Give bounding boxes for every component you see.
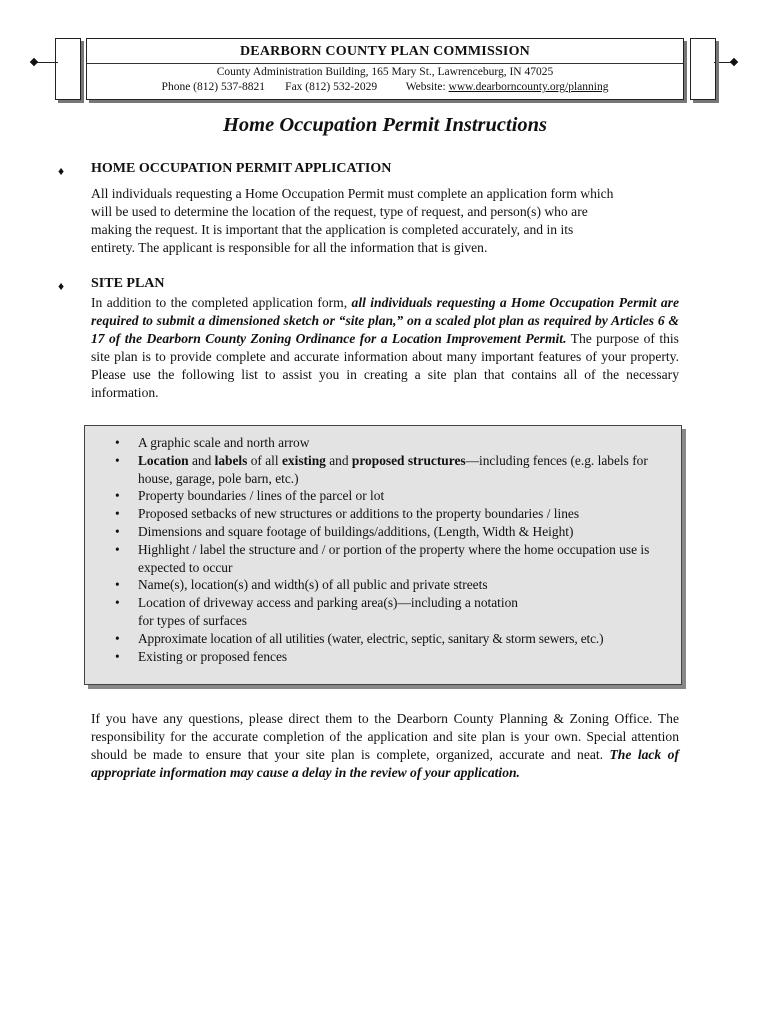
paragraph-line: making the request. It is important that the application is completed accurately, and in its (91, 222, 574, 237)
section-bullet-icon: ♦ (58, 164, 65, 178)
list-item: • Property boundaries / lines of the parcel or lot (115, 488, 385, 504)
diamond-left-icon (30, 58, 38, 66)
list-item: • Location of driveway access and parking area(s)—including a notation for types of surfaces (115, 595, 519, 628)
bullet-dot-icon: • (115, 541, 120, 557)
bullet-dot-icon: • (115, 648, 120, 664)
agency-contact (87, 81, 683, 93)
letterhead (86, 38, 684, 100)
website-label: Website: (405, 81, 446, 93)
section-site-plan-body (91, 294, 679, 402)
list-item: • Existing or proposed fences (115, 648, 288, 664)
header-right-box (690, 38, 716, 100)
list-item: • Approximate location of all utilities (water, electric, septic, sanitary & storm sewers, etc.) (115, 630, 604, 646)
letterhead-divider (87, 63, 683, 64)
paragraph-line: entirety. The applicant is responsible for all the information that is given. (91, 240, 488, 255)
closing-warning: The lack of appropriate information may cause a delay in the review of your application. (91, 747, 679, 780)
closing-paragraph: If you have any questions, please direct them to the Dearborn County Planning & Zoning Office. The responsibility for the accurate completion of the application and site plan is your own. Special attention should be made to ensure that your site plan is complete, organized, accurate and neat. The lack of appropriate information may cause a delay in the review of your application. (91, 711, 679, 780)
list-item: • Location and labels of all existing and proposed structures—including fences (e.g. labels for house, garage, pole barn, etc.) (115, 452, 648, 486)
list-item: • A graphic scale and north arrow (115, 435, 310, 450)
list-item: • Highlight / label the structure and / or portion of the property where the home occupation use is expected to occur (115, 541, 650, 575)
site-plan-intro: In addition to the completed application form, (91, 295, 352, 310)
site-plan-requirement: all individuals requesting a Home Occupation Permit are required to submit a dimensioned sketch or “site plan,” on a scaled plot plan as required by Articles 6 & 17 of the Dearborn County Zoning Ordinance for a Location Improvement Permit. (91, 295, 679, 346)
section-application-body (91, 185, 679, 257)
bullet-dot-icon: • (115, 595, 120, 611)
section-bullet-icon: ♦ (58, 279, 65, 293)
list-item: • Name(s), location(s) and width(s) of all public and private streets (115, 577, 488, 593)
agency-name: DEARBORN COUNTY PLAN COMMISSION (240, 44, 530, 59)
website-link[interactable]: www.dearborncounty.org/planning (448, 81, 609, 93)
bullet-dot-icon: • (115, 523, 120, 539)
bullet-dot-icon: • (115, 506, 120, 522)
site-plan-checklist (84, 425, 682, 685)
bullet-dot-icon: • (115, 630, 120, 646)
list-item: • Dimensions and square footage of buildings/additions, (Length, Width & Height) (115, 523, 574, 539)
bullet-dot-icon: • (115, 452, 120, 468)
agency-fax: Fax (812) 532-2029 (285, 81, 378, 93)
list-item: • Proposed setbacks of new structures or additions to the property boundaries / lines (115, 506, 580, 522)
bullet-dot-icon: • (115, 488, 120, 504)
header-left-box (55, 38, 81, 100)
document-title: Home Occupation Permit Instructions (222, 114, 548, 136)
bullet-dot-icon: • (115, 577, 120, 593)
paragraph-line: All individuals requesting a Home Occupation Permit must complete an application form which (91, 186, 614, 201)
agency-address: County Administration Building, 165 Mary St., Lawrenceburg, IN 47025 (216, 66, 554, 78)
diamond-right-icon (730, 58, 738, 66)
paragraph-line: will be used to determine the location of the request, type of request, and person(s) who are (91, 204, 588, 219)
section-heading-application: HOME OCCUPATION PERMIT APPLICATION (91, 161, 392, 176)
site-plan-purpose: The purpose of this site plan is to provide complete and accurate information about many important features of your property. Please use the following list to assist you in creating a site plan that contains all of the necessary information. (91, 331, 679, 400)
bullet-dot-icon: • (115, 435, 120, 450)
section-heading-site-plan: SITE PLAN (91, 276, 165, 291)
agency-phone: Phone (812) 537-8821 (161, 81, 266, 93)
